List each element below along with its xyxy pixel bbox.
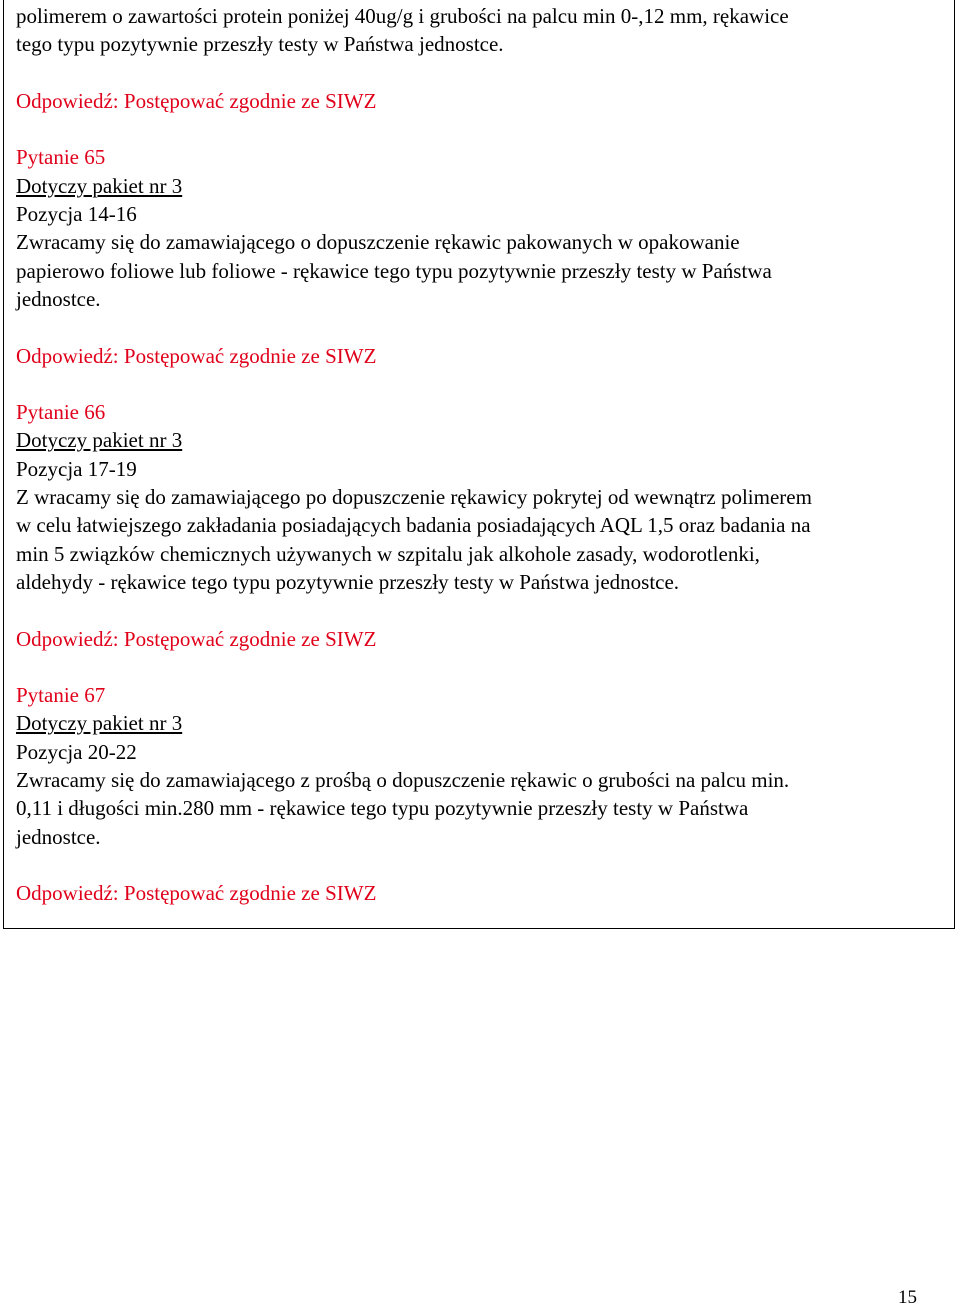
answer-text: Odpowiedź: Postępować zgodnie ze SIWZ bbox=[16, 881, 377, 906]
answer-text: Odpowiedź: Postępować zgodnie ze SIWZ bbox=[16, 626, 377, 651]
question-line: min 5 związków chemicznych używanych w szpitalu jak alkohole zasady, wodorotlenki, bbox=[16, 541, 760, 566]
question-line: w celu łatwiejszego zakładania posiadających badania posiadających AQL 1,5 oraz badania na bbox=[16, 513, 811, 538]
position-label: Pozycja 17-19 bbox=[16, 456, 137, 481]
question-line: 0,11 i długości min.280 mm - rękawice tego typu pozytywnie przeszły testy w Państwa bbox=[16, 796, 749, 821]
spacer bbox=[16, 653, 952, 681]
answer-text: Odpowiedź: Postępować zgodnie ze SIWZ bbox=[16, 88, 377, 113]
question-line: aldehydy - rękawice tego typu pozytywnie przeszły testy w Państwa jednostce. bbox=[16, 569, 680, 594]
package-label: Dotyczy pakiet nr 3 bbox=[16, 711, 183, 736]
page-number: 15 bbox=[898, 1287, 917, 1308]
question-line: jednostce. bbox=[16, 286, 101, 311]
spacer bbox=[16, 115, 952, 143]
continuation-line-2: tego typu pozytywnie przeszły testy w Państwa jednostce. bbox=[16, 32, 504, 57]
document-frame bbox=[3, 0, 955, 929]
question-title: Pytanie 65 bbox=[16, 145, 106, 170]
question-line: Zwracamy się do zamawiającego z prośbą o dopuszczenie rękawic o grubości na palcu min. bbox=[16, 768, 790, 793]
document-content bbox=[16, 2, 952, 908]
spacer bbox=[16, 370, 952, 398]
question-line: jednostce. bbox=[16, 824, 101, 849]
question-line: Z wracamy się do zamawiającego po dopuszczenie rękawicy pokrytej od wewnątrz polimerem bbox=[16, 485, 812, 510]
question-title: Pytanie 66 bbox=[16, 400, 106, 425]
package-label: Dotyczy pakiet nr 3 bbox=[16, 173, 183, 198]
package-label: Dotyczy pakiet nr 3 bbox=[16, 428, 183, 453]
position-label: Pozycja 20-22 bbox=[16, 739, 137, 764]
spacer bbox=[16, 851, 952, 879]
question-line: papierowo foliowe lub foliowe - rękawice tego typu pozytywnie przeszły testy w Państwa bbox=[16, 258, 772, 283]
spacer bbox=[16, 596, 952, 624]
answer-text: Odpowiedź: Postępować zgodnie ze SIWZ bbox=[16, 343, 377, 368]
continuation-line-1: polimerem o zawartości protein poniżej 40ug/g i grubości na palcu min 0-,12 mm, rękawice bbox=[16, 4, 789, 28]
question-title: Pytanie 67 bbox=[16, 683, 106, 708]
spacer bbox=[16, 313, 952, 341]
question-line: Zwracamy się do zamawiającego o dopuszczenie rękawic pakowanych w opakowanie bbox=[16, 230, 740, 255]
position-label: Pozycja 14-16 bbox=[16, 202, 137, 227]
spacer bbox=[16, 59, 952, 87]
